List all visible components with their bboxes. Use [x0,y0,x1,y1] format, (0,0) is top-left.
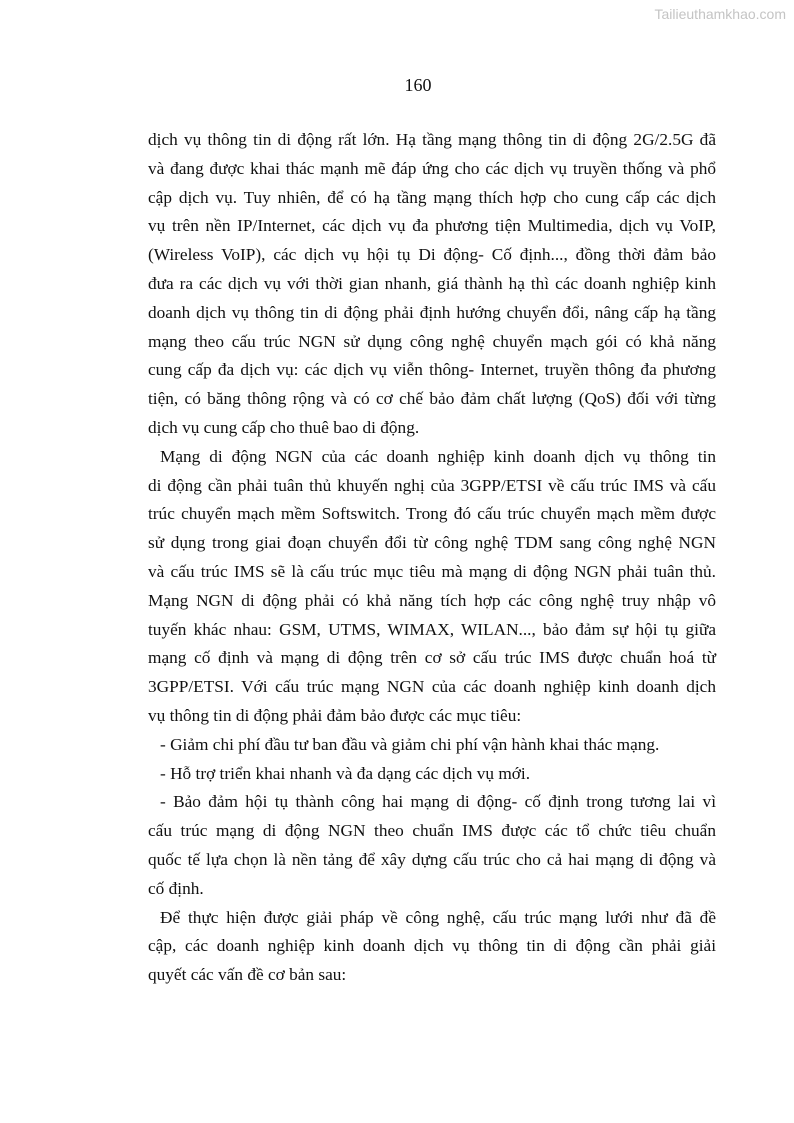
text-line: (Wireless VoIP), các dịch vụ hội tụ Di động- Cố định..., đồng thời đảm bảo [148,245,716,265]
text-line: và cấu trúc IMS sẽ là cấu trúc mục tiêu mà mạng di động NGN phải tuân thủ. [148,561,716,581]
paragraph [148,126,716,443]
paragraph [148,760,716,789]
text-line: Mạng di động NGN của các doanh nghiệp kinh doanh dịch vụ thông tin [160,446,716,466]
watermark: Tailieuthamkhao.com [654,6,786,22]
text-line: quốc tế lựa chọn là nền tảng để xây dựng cấu trúc cho cả hai mạng di động và [148,849,716,869]
page-number: 160 [404,75,432,95]
text-line: - Bảo đảm hội tụ thành công hai mạng di động- cố định trong tương lai vì [160,792,716,812]
text-line: cung cấp đa dịch vụ: các dịch vụ viễn thông- Internet, truyền thông đa phương [148,360,716,380]
text-line: cập, các doanh nghiệp kinh doanh dịch vụ thông tin di động cần phải giải [148,936,716,956]
text-line: đưa ra các dịch vụ với thời gian nhanh, giá thành hạ thì các doanh nghiệp kinh [148,273,716,293]
text-line: 3GPP/ETSI. Với cấu trúc mạng NGN của các doanh nghiệp kinh doanh dịch [148,677,716,697]
text-line: trúc chuyển mạch mềm Softswitch. Trong đó cấu trúc chuyển mạch mềm được [148,504,716,524]
text-line: doanh dịch vụ thông tin di động phải định hướng chuyển đổi, nâng cấp hạ tầng [148,302,716,322]
text-line: và đang được khai thác mạnh mẽ đáp ứng cho các dịch vụ truyền thống và phổ [148,158,716,178]
text-line: dịch vụ thông tin di động rất lớn. Hạ tầng mạng thông tin di động 2G/2.5G đã [148,130,716,149]
text-line: tiện, có băng thông rộng và có cơ chế bảo đảm chất lượng (QoS) đối với từng [148,389,716,409]
paragraph [148,443,716,731]
text-line: sử dụng trong giai đoạn chuyển đổi từ công nghệ TDM sang công nghệ NGN [148,533,716,553]
text-line: Để thực hiện được giải pháp về công nghệ, cấu trúc mạng lưới như đã đề [160,907,716,927]
text-line: cấu trúc mạng di động NGN theo chuẩn IMS được các tổ chức tiêu chuẩn [148,821,716,841]
text-line: - Hỗ trợ triển khai nhanh và đa dạng các dịch vụ mới. [160,763,531,783]
text-line: Mạng NGN di động phải có khả năng tích hợp các công nghệ truy nhập vô [148,590,716,610]
text-line: vụ thông tin di động phải đảm bảo được các mục tiêu: [148,705,522,725]
text-line: quyết các vấn đề cơ bản sau: [148,965,347,985]
text-line: dịch vụ cung cấp cho thuê bao di động. [148,417,420,437]
document-body [148,126,716,990]
text-line: cố định. [148,878,204,898]
text-line: tuyến khác nhau: GSM, UTMS, WIMAX, WILAN..., bảo đảm sự hội tụ giữa [148,619,716,639]
paragraph [148,904,716,990]
text-line: cập dịch vụ. Tuy nhiên, để có hạ tầng mạng thích hợp cho cung cấp các dịch [148,187,716,207]
text-line: vụ trên nền IP/Internet, các dịch vụ đa phương tiện Multimedia, dịch vụ VoIP, [148,216,716,236]
text-line: mạng cố định và mạng di động trên cơ sở cấu trúc IMS được chuẩn hoá từ [148,648,716,668]
text-line: - Giảm chi phí đầu tư ban đầu và giảm chi phí vận hành khai thác mạng. [160,734,660,754]
paragraph [148,731,716,760]
text-line: di động cần phải tuân thủ khuyến nghị của 3GPP/ETSI về cấu trúc IMS và cấu [148,475,716,495]
paragraph [148,788,716,903]
text-line: mạng theo cấu trúc NGN sử dụng công nghệ chuyển mạch gói có khả năng [148,331,716,351]
